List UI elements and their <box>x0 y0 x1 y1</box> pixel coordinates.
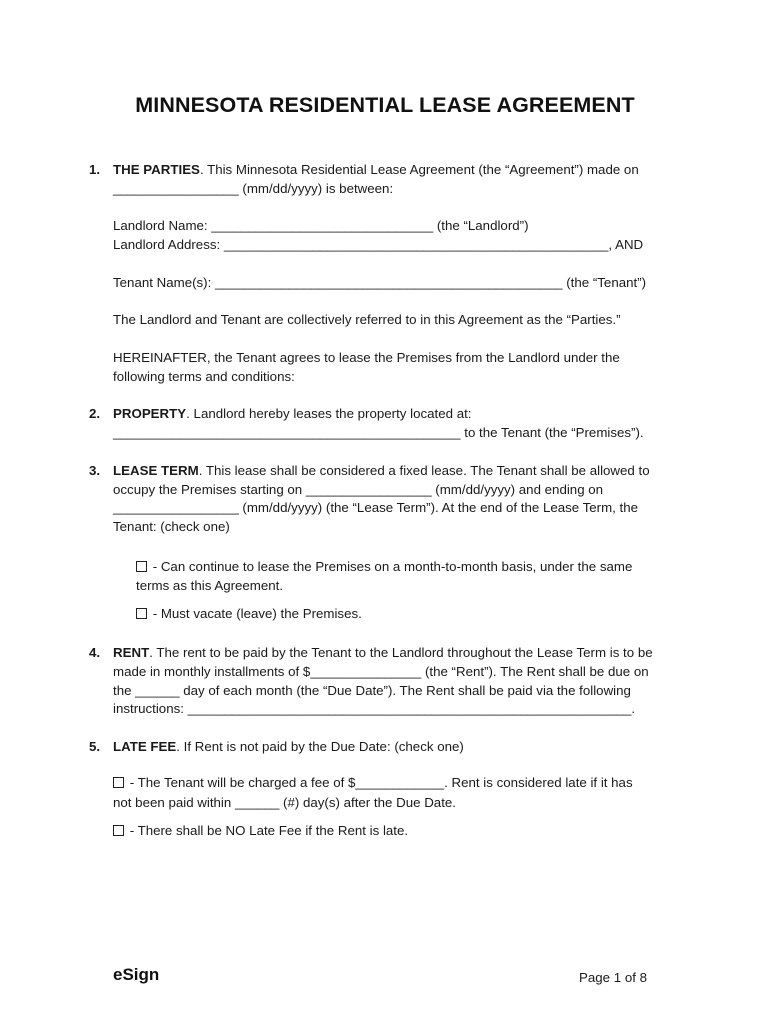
section-3-heading: LEASE TERM <box>113 463 199 478</box>
section-1-heading: THE PARTIES <box>113 162 200 177</box>
esign-logo: eSign <box>113 965 160 984</box>
section-5-line-1 <box>113 739 464 755</box>
section-2-line-2: _______________________________________________ to the Tenant (the “Premises”). <box>113 425 644 440</box>
late-fee-charged-label-cont: not been paid within ______ (#) day(s) after the Due Date. <box>113 795 456 810</box>
document-title: MINNESOTA RESIDENTIAL LEASE AGREEMENT <box>135 93 635 117</box>
section-2-heading: PROPERTY <box>113 406 187 421</box>
section-4-line-2: made in monthly installments of $_______________ (the “Rent”). The Rent shall be due on <box>113 664 649 679</box>
vacate-label: - Must vacate (leave) the Premises. <box>149 606 362 621</box>
month-to-month-checkbox[interactable] <box>136 561 147 572</box>
no-late-fee-checkbox[interactable] <box>113 825 124 836</box>
late-fee-charged-label: - The Tenant will be charged a fee of $____________. Rent is considered late if it has <box>126 775 633 790</box>
section-4-text-1: . The rent to be paid by the Tenant to the Landlord throughout the Lease Term is to be <box>149 645 653 660</box>
section-1-number: 1. <box>89 162 101 177</box>
page-number: Page 1 of 8 <box>579 970 648 985</box>
section-5-text-1: . If Rent is not paid by the Due Date: (check one) <box>176 739 464 754</box>
parties-definition: The Landlord and Tenant are collectively referred to in this Agreement as the “Parties.” <box>113 312 621 327</box>
month-to-month-label-cont: terms as this Agreement. <box>136 578 284 593</box>
section-4-line-1 <box>113 645 653 661</box>
section-1-line-2: _________________ (mm/dd/yyyy) is between: <box>113 181 394 196</box>
section-4-number: 4. <box>89 645 101 660</box>
month-to-month-label: - Can continue to lease the Premises on a month-to-month basis, under the same <box>149 559 633 574</box>
lease-term-option-vacate <box>136 606 362 622</box>
section-1-text-1: . This Minnesota Residential Lease Agreement (the “Agreement”) made on <box>199 162 639 177</box>
section-4-heading: RENT <box>113 645 150 660</box>
section-1-line-1 <box>113 162 639 178</box>
section-2-line-1 <box>113 406 471 422</box>
section-3-number: 3. <box>89 463 101 478</box>
section-3-line-2: occupy the Premises starting on _________________ (mm/dd/yyyy) and ending on <box>113 482 604 497</box>
tenant-names-field: Tenant Name(s): _______________________________________________ (the “Tenant”) <box>113 275 647 290</box>
section-5-heading: LATE FEE <box>113 739 177 754</box>
section-2-text-1: . Landlord hereby leases the property located at: <box>186 406 472 421</box>
section-2-number: 2. <box>89 406 101 421</box>
hereinafter-line-1: HEREINAFTER, the Tenant agrees to lease the Premises from the Landlord under the <box>113 350 620 365</box>
vacate-checkbox[interactable] <box>136 608 147 619</box>
section-4-line-4: instructions: ____________________________________________________________. <box>113 701 636 716</box>
landlord-name-field: Landlord Name: ______________________________ (the “Landlord”) <box>113 218 529 233</box>
section-3-text-1: . This lease shall be considered a fixed lease. The Tenant shall be allowed to <box>198 463 650 478</box>
lease-term-option-month-to-month <box>136 559 632 575</box>
section-3-line-1 <box>113 463 650 479</box>
hereinafter-line-2: following terms and conditions: <box>113 369 295 384</box>
section-5-number: 5. <box>89 739 101 754</box>
section-3-line-3: _________________ (mm/dd/yyyy) (the “Lease Term”). At the end of the Lease Term, the <box>113 500 639 515</box>
late-fee-option-none <box>113 823 408 839</box>
landlord-address-field: Landlord Address: ____________________________________________________, AND <box>113 237 644 252</box>
no-late-fee-label: - There shall be NO Late Fee if the Rent is late. <box>126 823 409 838</box>
section-3-line-4: Tenant: (check one) <box>113 519 230 534</box>
late-fee-option-charged <box>113 775 633 791</box>
section-4-line-3: the ______ day of each month (the “Due Date”). The Rent shall be paid via the following <box>113 683 631 698</box>
late-fee-charged-checkbox[interactable] <box>113 777 124 788</box>
